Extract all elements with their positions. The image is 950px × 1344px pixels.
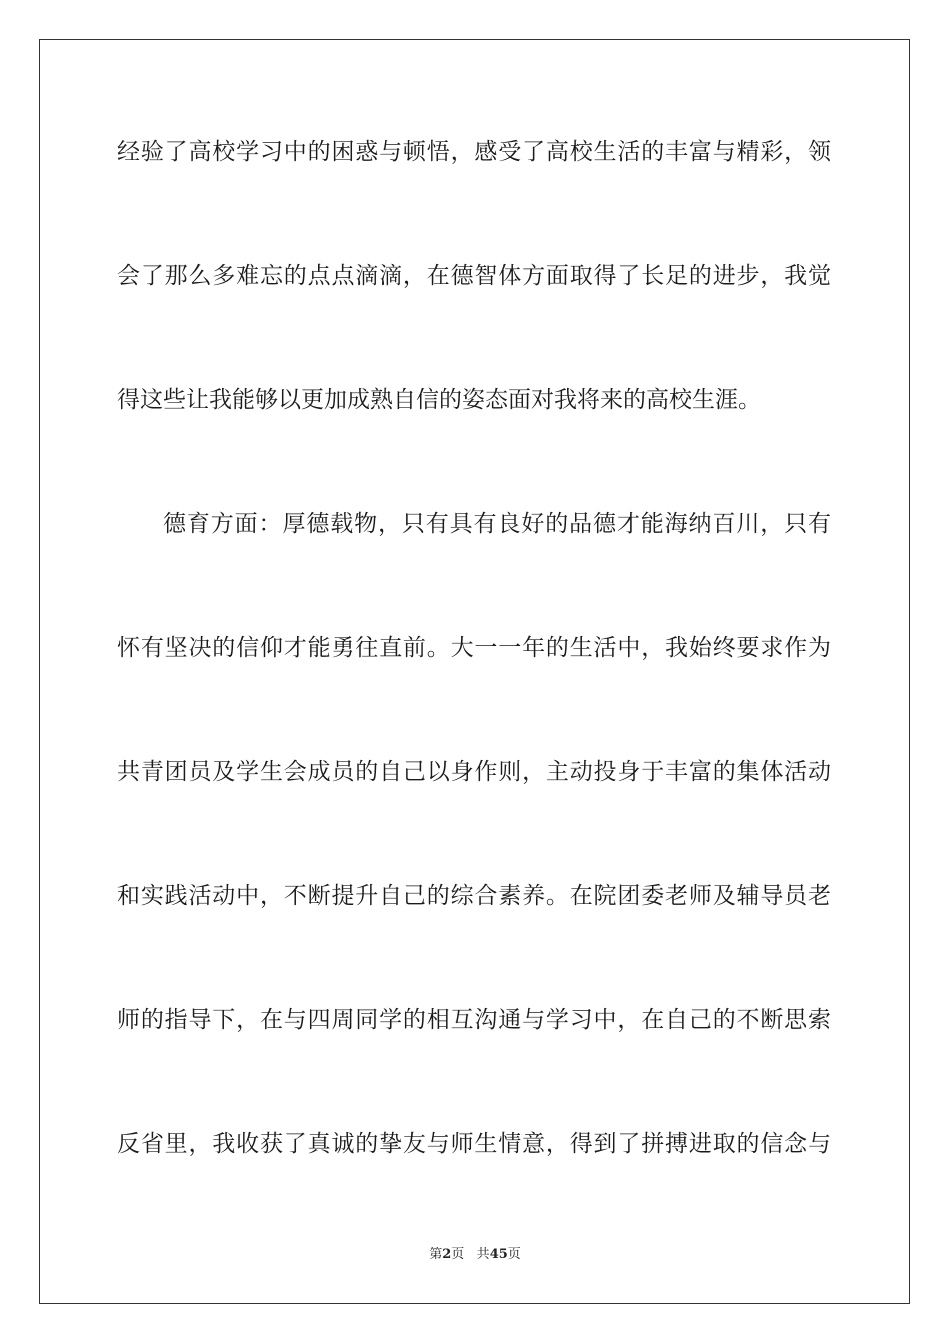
total-suffix: 页 bbox=[507, 1247, 521, 1262]
body-line-7: 和实践活动中，不断提升自己的综合素养。在院团委老师及辅导员老 bbox=[117, 883, 831, 909]
body-line-5: 怀有坚决的信仰才能勇往直前。大一一年的生活中，我始终要求作为 bbox=[117, 635, 831, 661]
body-line-1: 经验了高校学习中的困惑与顿悟，感受了高校生活的丰富与精彩，领 bbox=[117, 139, 831, 165]
page-footer bbox=[0, 1246, 950, 1264]
body-line-8: 师的指导下，在与四周同学的相互沟通与学习中，在自己的不断思索 bbox=[117, 1007, 831, 1033]
paragraph-start-line: 德育方面：厚德载物，只有具有良好的品德才能海纳百川，只有 bbox=[163, 511, 831, 537]
current-page-number: 2 bbox=[442, 1247, 452, 1262]
body-line-9: 反省里，我收获了真诚的挚友与师生情意，得到了拼搏进取的信念与 bbox=[117, 1131, 831, 1157]
body-line-2: 会了那么多难忘的点点滴滴，在德智体方面取得了长足的进步，我觉 bbox=[117, 263, 831, 289]
page-suffix: 页 bbox=[451, 1247, 465, 1262]
total-pages: 45 bbox=[489, 1247, 508, 1262]
total-prefix: 共 bbox=[476, 1247, 490, 1262]
body-line-3: 得这些让我能够以更加成熟自信的姿态面对我将来的高校生涯。 bbox=[117, 387, 761, 413]
page-prefix: 第 bbox=[429, 1247, 443, 1262]
page-border bbox=[39, 39, 910, 1304]
body-line-6: 共青团员及学生会成员的自己以身作则，主动投身于丰富的集体活动 bbox=[117, 759, 831, 785]
